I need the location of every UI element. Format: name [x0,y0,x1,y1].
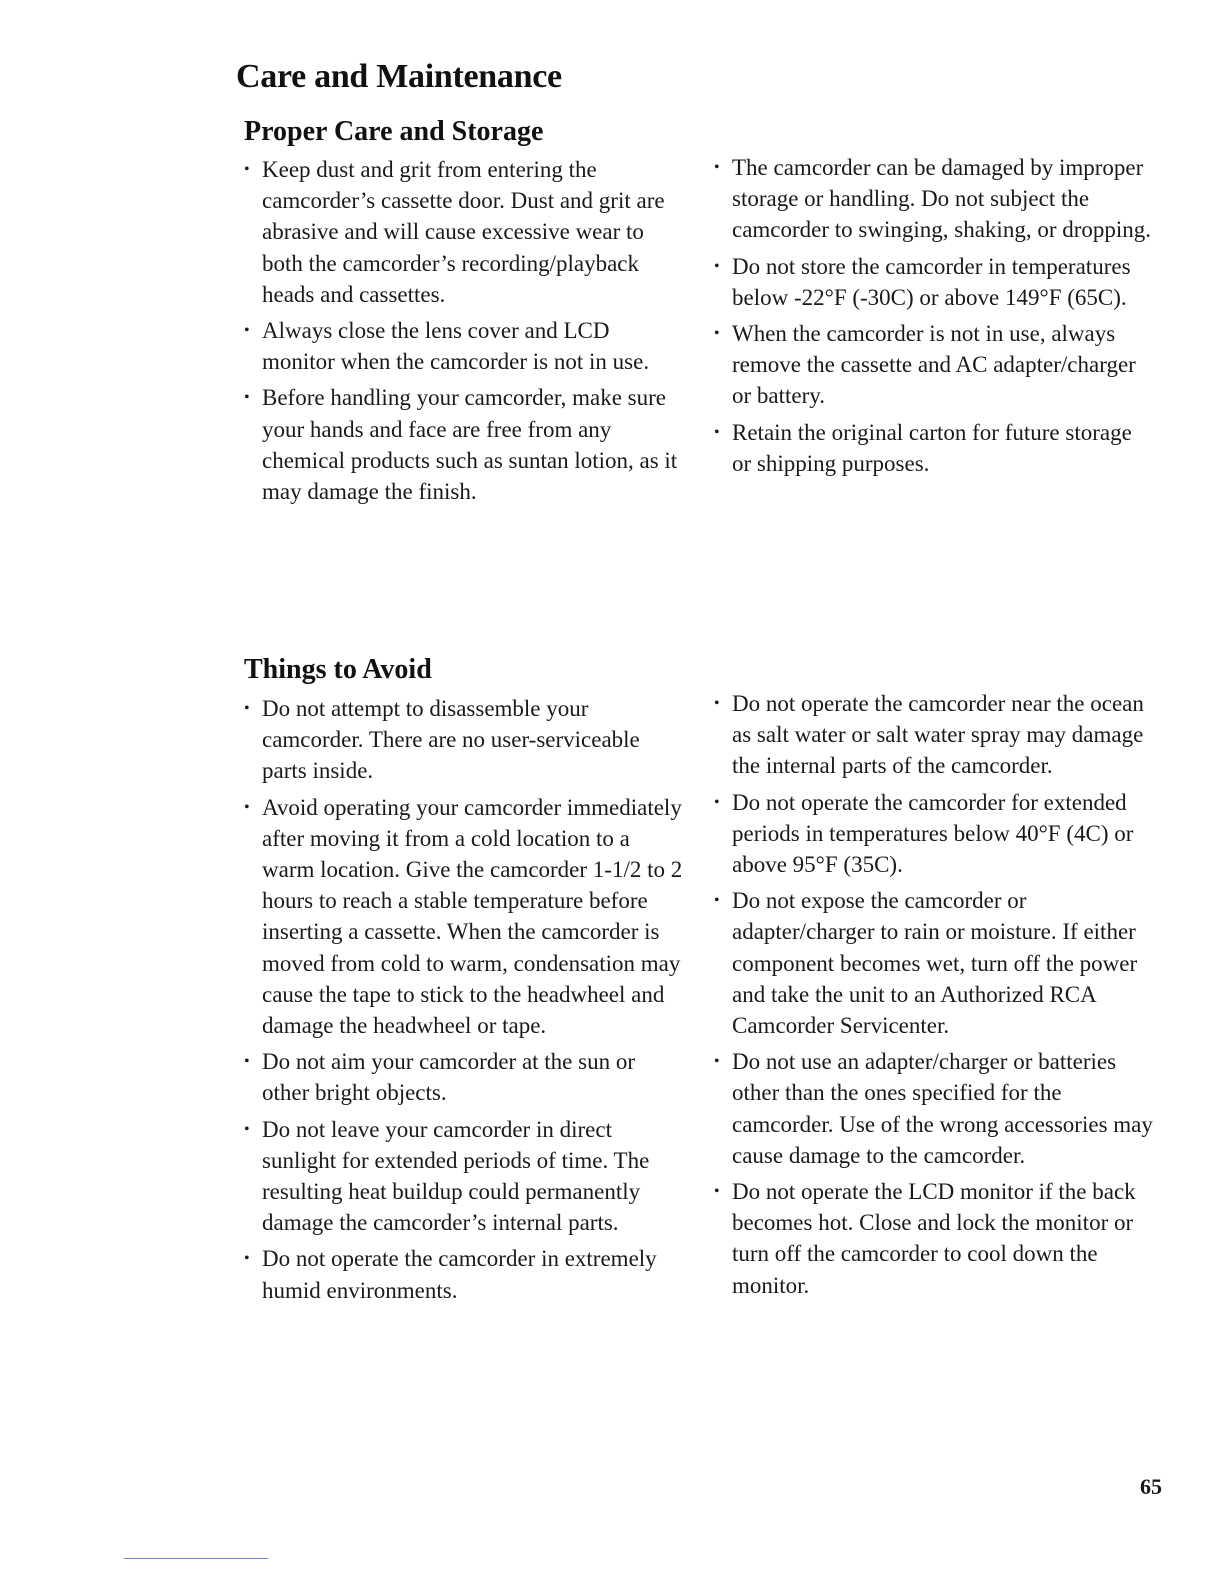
list-item: • Do not aim your camcorder at the sun or other bright objects. [244,1046,684,1108]
list-item: • Do not leave your camcorder in direct sunlight for extended periods of time. The resulting heat buildup could permanently damage the camcorder’s internal parts. [244,1114,684,1239]
footer-rule [124,1558,268,1559]
list-item: • Always close the lens cover and LCD monitor when the camcorder is not in use. [244,315,684,377]
list-item: • Do not attempt to disassemble your camcorder. There are no user-serviceable parts inside. [244,693,684,787]
list-item: • Do not operate the camcorder in extremely humid environments. [244,1243,684,1305]
list-item: • The camcorder can be damaged by improper storage or handling. Do not subject the camcorder to swinging, shaking, or dropping. [714,152,1154,246]
list-item: • Do not expose the camcorder or adapter/charger to rain or moisture. If either component becomes wet, turn off the power and take the unit to an Authorized RCA Camcorder Servicenter. [714,885,1154,1041]
section-heading-avoid: Things to Avoid [244,654,432,685]
avoid-list-right [714,688,1154,1306]
page-number: 65 [1140,1474,1162,1499]
care-list-left [244,154,684,512]
list-item: • Do not operate the LCD monitor if the back becomes hot. Close and lock the monitor or turn off the camcorder to cool down the monitor. [714,1176,1154,1301]
list-item: • Do not use an adapter/charger or batteries other than the ones specified for the camcorder. Use of the wrong accessories may cause damage to the camcorder. [714,1046,1154,1171]
page-title: Care and Maintenance [236,58,562,95]
section-heading-care: Proper Care and Storage [244,116,544,147]
list-item: • When the camcorder is not in use, always remove the cassette and AC adapter/charger or battery. [714,318,1154,412]
list-item: • Do not operate the camcorder near the ocean as salt water or salt water spray may damage the internal parts of the camcorder. [714,688,1154,782]
list-item: • Keep dust and grit from entering the camcorder’s cassette door. Dust and grit are abrasive and will cause excessive wear to both the camcorder’s recording/playback heads and cassettes. [244,154,684,310]
list-item: • Do not store the camcorder in temperatures below -22°F (-30C) or above 149°F (65C). [714,251,1154,313]
list-item: • Before handling your camcorder, make sure your hands and face are free from any chemical products such as suntan lotion, as it may damage the finish. [244,382,684,507]
list-item: • Avoid operating your camcorder immediately after moving it from a cold location to a warm location. Give the camcorder 1-1/2 to 2 hours to reach a stable temperature before inserting a cassette. When the camcorder is moved from cold to warm, condensation may cause the tape to stick to the headwheel and damage the headwheel or tape. [244,792,684,1042]
avoid-list-left [244,693,684,1311]
list-item: • Do not operate the camcorder for extended periods in temperatures below 40°F (4C) or above 95°F (35C). [714,787,1154,881]
list-item: • Retain the original carton for future storage or shipping purposes. [714,417,1154,479]
care-list-right [714,152,1154,484]
